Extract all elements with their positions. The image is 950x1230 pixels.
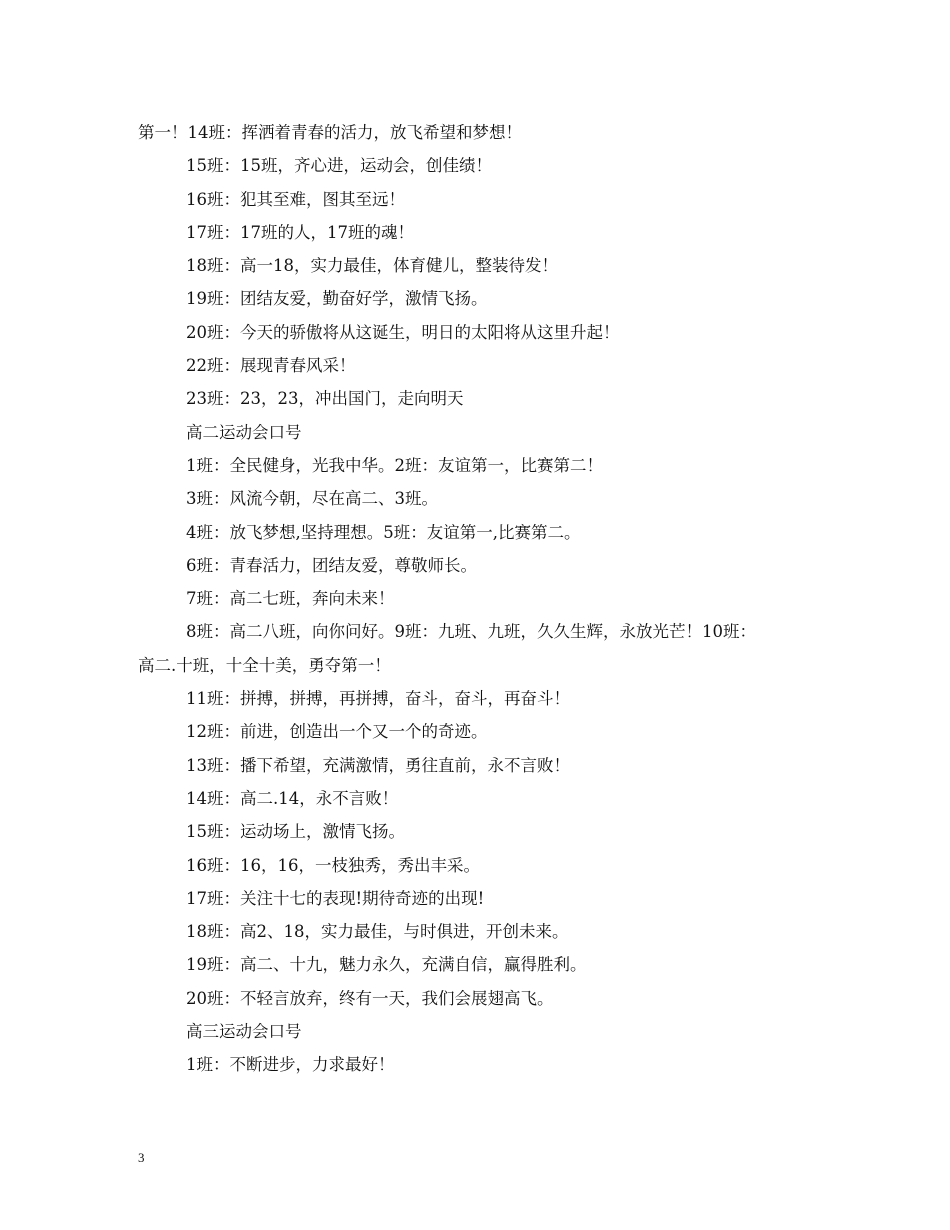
text-line: 高二.十班，十全十美，勇夺第一！: [138, 655, 391, 675]
text-line: 16班：16，16，一枝独秀，秀出丰采。: [186, 855, 480, 875]
text-line: 18班：高2、18，实力最佳，与时俱进，开创未来。: [186, 922, 569, 942]
text-line: 8班：高二八班，向你问好。9班：九班、九班，久久生辉，永放光芒！10班：: [186, 622, 756, 642]
text-line: 20班：今天的骄傲将从这诞生，明日的太阳将从这里升起！: [186, 322, 620, 342]
text-line: 14班：高二.14，永不言败！: [186, 788, 399, 808]
text-line: 19班：团结友爱，勤奋好学，激情飞扬。: [186, 289, 488, 309]
text-line: 高二运动会口号: [186, 422, 302, 442]
text-line: 6班：青春活力，团结友爱，尊敬师长。: [186, 555, 477, 575]
text-line: 23班：23，23，冲出国门，走向明天: [186, 389, 464, 409]
text-line: 20班：不轻言放弃，终有一天，我们会展翅高飞。: [186, 988, 554, 1008]
text-line: 22班：展现青春风采！: [186, 356, 356, 376]
text-line: 19班：高二、十九，魅力永久，充满自信，赢得胜利。: [186, 955, 587, 975]
text-line: 高三运动会口号: [186, 1022, 302, 1042]
text-line: 4班：放飞梦想,坚持理想。5班：友谊第一,比赛第二。: [186, 522, 581, 542]
text-line: 18班：高一18，实力最佳，体育健儿，整装待发！: [186, 256, 558, 276]
text-line: 13班：播下希望，充满激情，勇往直前，永不言败！: [186, 755, 570, 775]
text-line: 12班：前进，创造出一个又一个的奇迹。: [186, 722, 488, 742]
text-line: 16班：犯其至难，图其至远！: [186, 189, 405, 209]
text-line: 第一！14班：挥洒着青春的活力，放飞希望和梦想！: [138, 123, 522, 142]
page-number: 3: [138, 1150, 145, 1165]
text-line: 11班：拼搏，拼搏，再拼搏，奋斗，奋斗，再奋斗！: [186, 689, 570, 709]
text-line: 17班：17班的人，17班的魂！: [186, 222, 414, 242]
text-line: 7班：高二七班，奔向未来！: [186, 589, 395, 609]
text-line: 15班：15班，齐心进，运动会，创佳绩！: [186, 156, 492, 176]
text-line: 1班：全民健身，光我中华。2班：友谊第一，比赛第二！: [186, 455, 603, 475]
text-line: 1班：不断进步，力求最好！: [186, 1055, 395, 1075]
document-body: [138, 116, 838, 1082]
text-line: 15班：运动场上，激情飞扬。: [186, 822, 405, 842]
text-line: 3班：风流今朝，尽在高二、3班。: [186, 489, 438, 509]
text-line: 17班：关注十七的表现!期待奇迹的出现!: [186, 888, 485, 908]
